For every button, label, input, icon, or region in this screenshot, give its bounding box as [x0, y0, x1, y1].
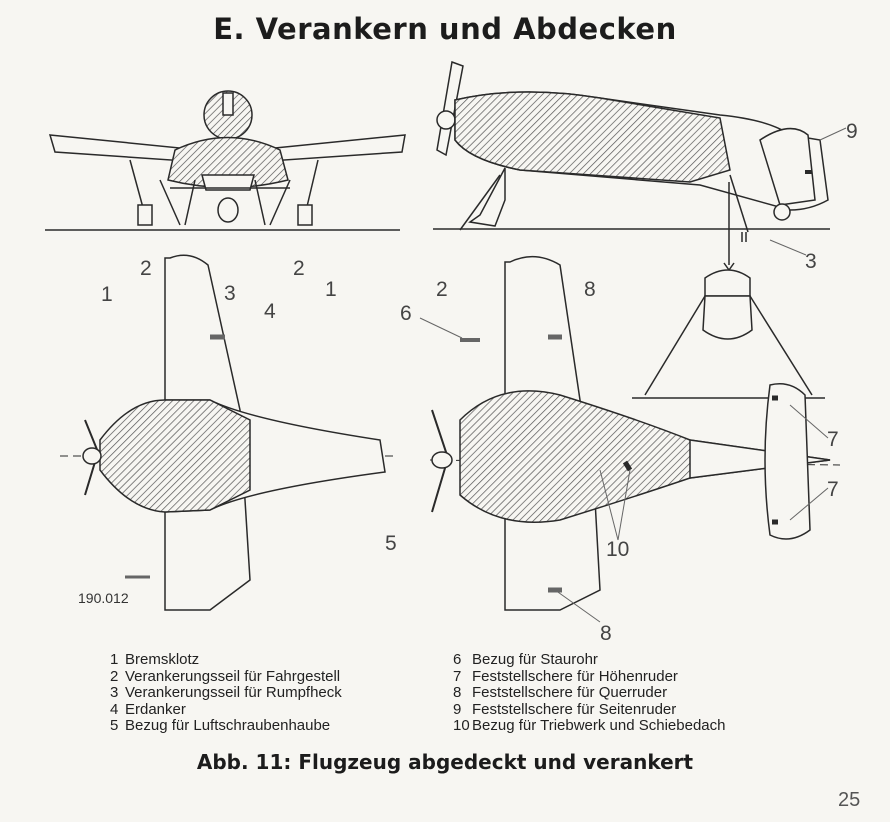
- legend-left: [110, 652, 342, 735]
- section-heading: E. Verankern und Abdecken: [213, 12, 677, 46]
- callout-front-2b: 2: [293, 257, 305, 280]
- legend-item: 7 Feststellschere für Höhenruder: [453, 667, 678, 685]
- callout-side-2: 2: [436, 278, 448, 301]
- callout-front-1b: 1: [325, 278, 337, 301]
- legend-item: 5 Bezug für Luftschraubenhaube: [110, 717, 331, 734]
- catalog-number: 190.012: [78, 590, 129, 606]
- engine-cover: [455, 92, 730, 182]
- callout-front-4: 4: [264, 300, 276, 323]
- legend-item: 8 Feststellschere für Querruder: [453, 684, 668, 701]
- callout-top-7: 7: [827, 428, 839, 451]
- legend-item: 6 Bezug für Staurohr: [453, 651, 598, 668]
- callout-front-1: 1: [101, 283, 113, 306]
- legend-item: 9 Feststellschere für Seitenruder: [453, 700, 677, 718]
- legend-item: 3 Verankerungsseil für Rumpfheck: [110, 684, 342, 701]
- callout-top-7b: 7: [827, 478, 839, 501]
- legend-right: [453, 652, 725, 735]
- engine-cover-top: [100, 400, 250, 512]
- top-view-uncovered: [60, 255, 395, 610]
- front-view: [45, 91, 405, 230]
- callout-front-3: 3: [224, 282, 236, 305]
- tail-detail-view: [632, 270, 825, 398]
- callout-top-5: 5: [385, 532, 397, 555]
- top-view-covered: [430, 257, 840, 610]
- callout-top-10: 10: [606, 538, 630, 561]
- figure-caption: Abb. 11: Flugzeug abgedeckt und verankert: [196, 750, 694, 774]
- page-number: 25: [838, 789, 861, 811]
- left-wheel: [138, 205, 152, 225]
- tail-wheel: [774, 204, 790, 220]
- callout-top-8: 8: [584, 278, 596, 301]
- legend-item: 10 Bezug für Triebwerk und Schiebedach: [453, 717, 726, 734]
- callout-front-2: 2: [140, 257, 152, 280]
- right-wheel: [298, 205, 312, 225]
- tail-wheel: [218, 198, 238, 222]
- main-gear: [470, 168, 505, 226]
- elevator: [765, 384, 810, 539]
- callout-top-8b: 8: [600, 622, 612, 645]
- callout-side-9: 9: [846, 120, 858, 143]
- side-view: [433, 62, 830, 270]
- legend-item: 1 Bremsklotz: [110, 651, 200, 668]
- legend-item: 4 Erdanker: [110, 700, 186, 718]
- callout-side-3: 3: [805, 250, 817, 273]
- legend-item: 2 Verankerungsseil für Fahrgestell: [110, 667, 341, 685]
- callout-top-6: 6: [400, 302, 412, 325]
